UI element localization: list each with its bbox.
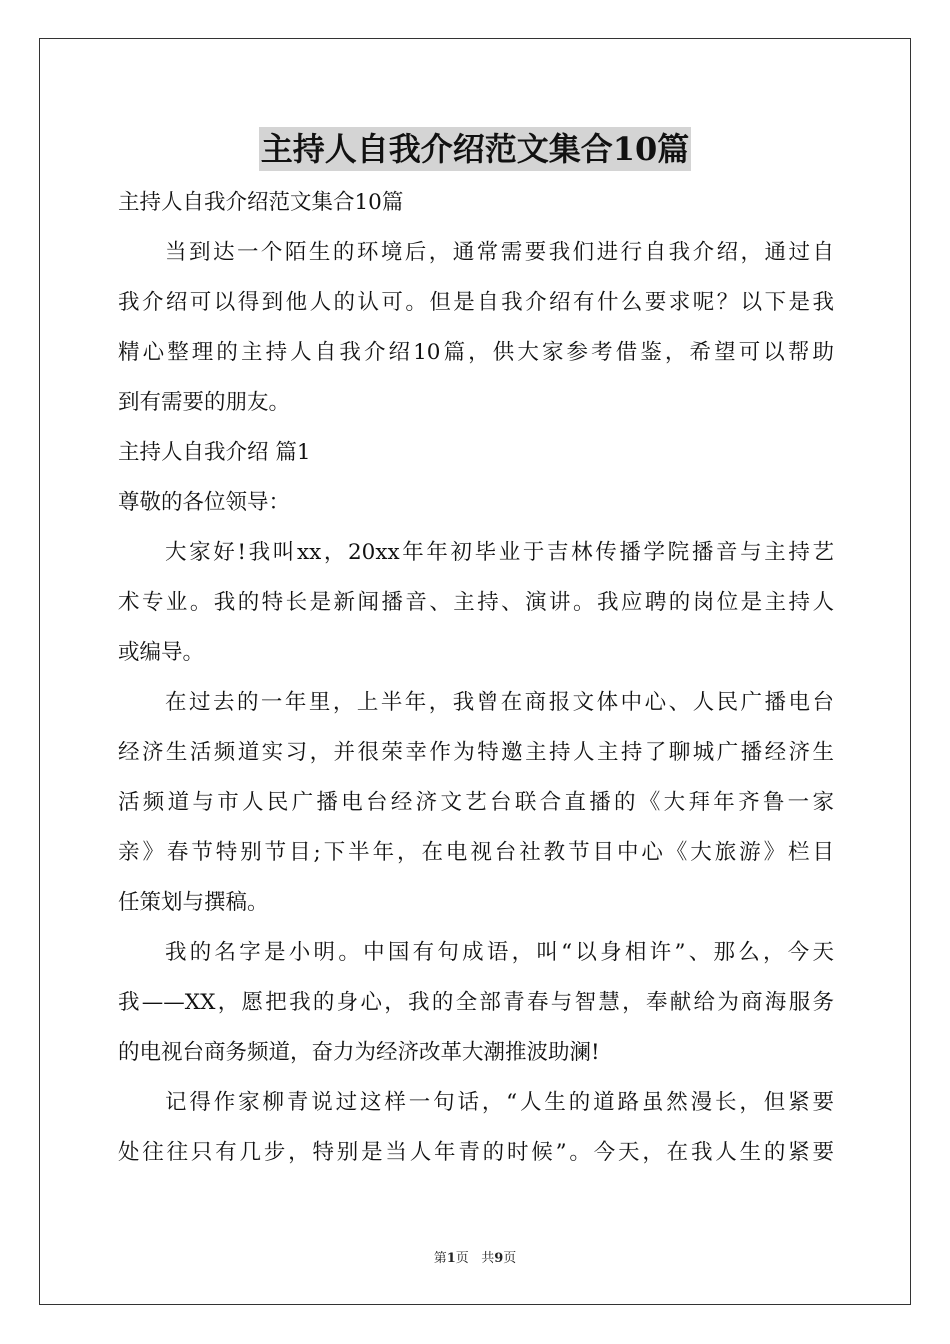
page-total: 9	[494, 1251, 504, 1266]
text-line: 记得作家柳青说过这样一句话，“人生的道路虽然漫长，但紧要	[165, 1090, 834, 1115]
page-current: 1	[446, 1251, 456, 1266]
page-footer	[0, 1247, 950, 1266]
text-line: 术专业。我的特长是新闻播音、主持、演讲。我应聘的岗位是主持人	[118, 590, 834, 615]
text-line: 到有需要的朋友。	[118, 390, 291, 415]
text-line: 当到达一个陌生的环境后，通常需要我们进行自我介绍，通过自	[165, 240, 834, 265]
text-line: 我的名字是小明。中国有句成语，叫“以身相许”、那么，今天	[165, 940, 834, 965]
text-line: 任策划与撰稿。	[118, 890, 269, 915]
total-unit: 页	[503, 1251, 517, 1266]
text-line: 在过去的一年里，上半年，我曾在商报文体中心、人民广播电台	[165, 690, 834, 715]
total-label: 共	[481, 1251, 495, 1266]
text-line: 主持人自我介绍范文集合10篇	[118, 190, 404, 215]
text-line: 活频道与市人民广播电台经济文艺台联合直播的《大拜年齐鲁一家	[118, 790, 834, 815]
page-unit: 页	[455, 1251, 469, 1266]
text-line: 尊敬的各位领导：	[118, 490, 291, 515]
text-line: 精心整理的主持人自我介绍10篇，供大家参考借鉴，希望可以帮助	[118, 340, 834, 365]
text-line: 或编导。	[118, 640, 205, 665]
text-line: 我介绍可以得到他人的认可。但是自我介绍有什么要求呢？以下是我	[118, 290, 834, 315]
document-title: 主持人自我介绍范文集合10篇	[259, 127, 692, 171]
text-line: 的电视台商务频道，奋力为经济改革大潮推波助澜!	[118, 1040, 600, 1065]
text-line: 大家好!我叫xx，20xx年年初毕业于吉林传播学院播音与主持艺	[165, 540, 834, 565]
text-line: 主持人自我介绍 篇1	[118, 440, 311, 465]
page-label: 第	[433, 1251, 447, 1266]
text-line: 亲》春节特别节目;下半年，在电视台社教节目中心《大旅游》栏目	[118, 840, 834, 865]
text-line: 我——XX，愿把我的身心，我的全部青春与智慧，奉献给为商海服务	[118, 990, 834, 1015]
text-line: 处往往只有几步，特别是当人年青的时候”。今天，在我人生的紧要	[118, 1140, 834, 1165]
text-line: 经济生活频道实习，并很荣幸作为特邀主持人主持了聊城广播经济生	[118, 740, 834, 765]
document-body	[118, 178, 834, 1178]
title-container	[0, 127, 950, 171]
